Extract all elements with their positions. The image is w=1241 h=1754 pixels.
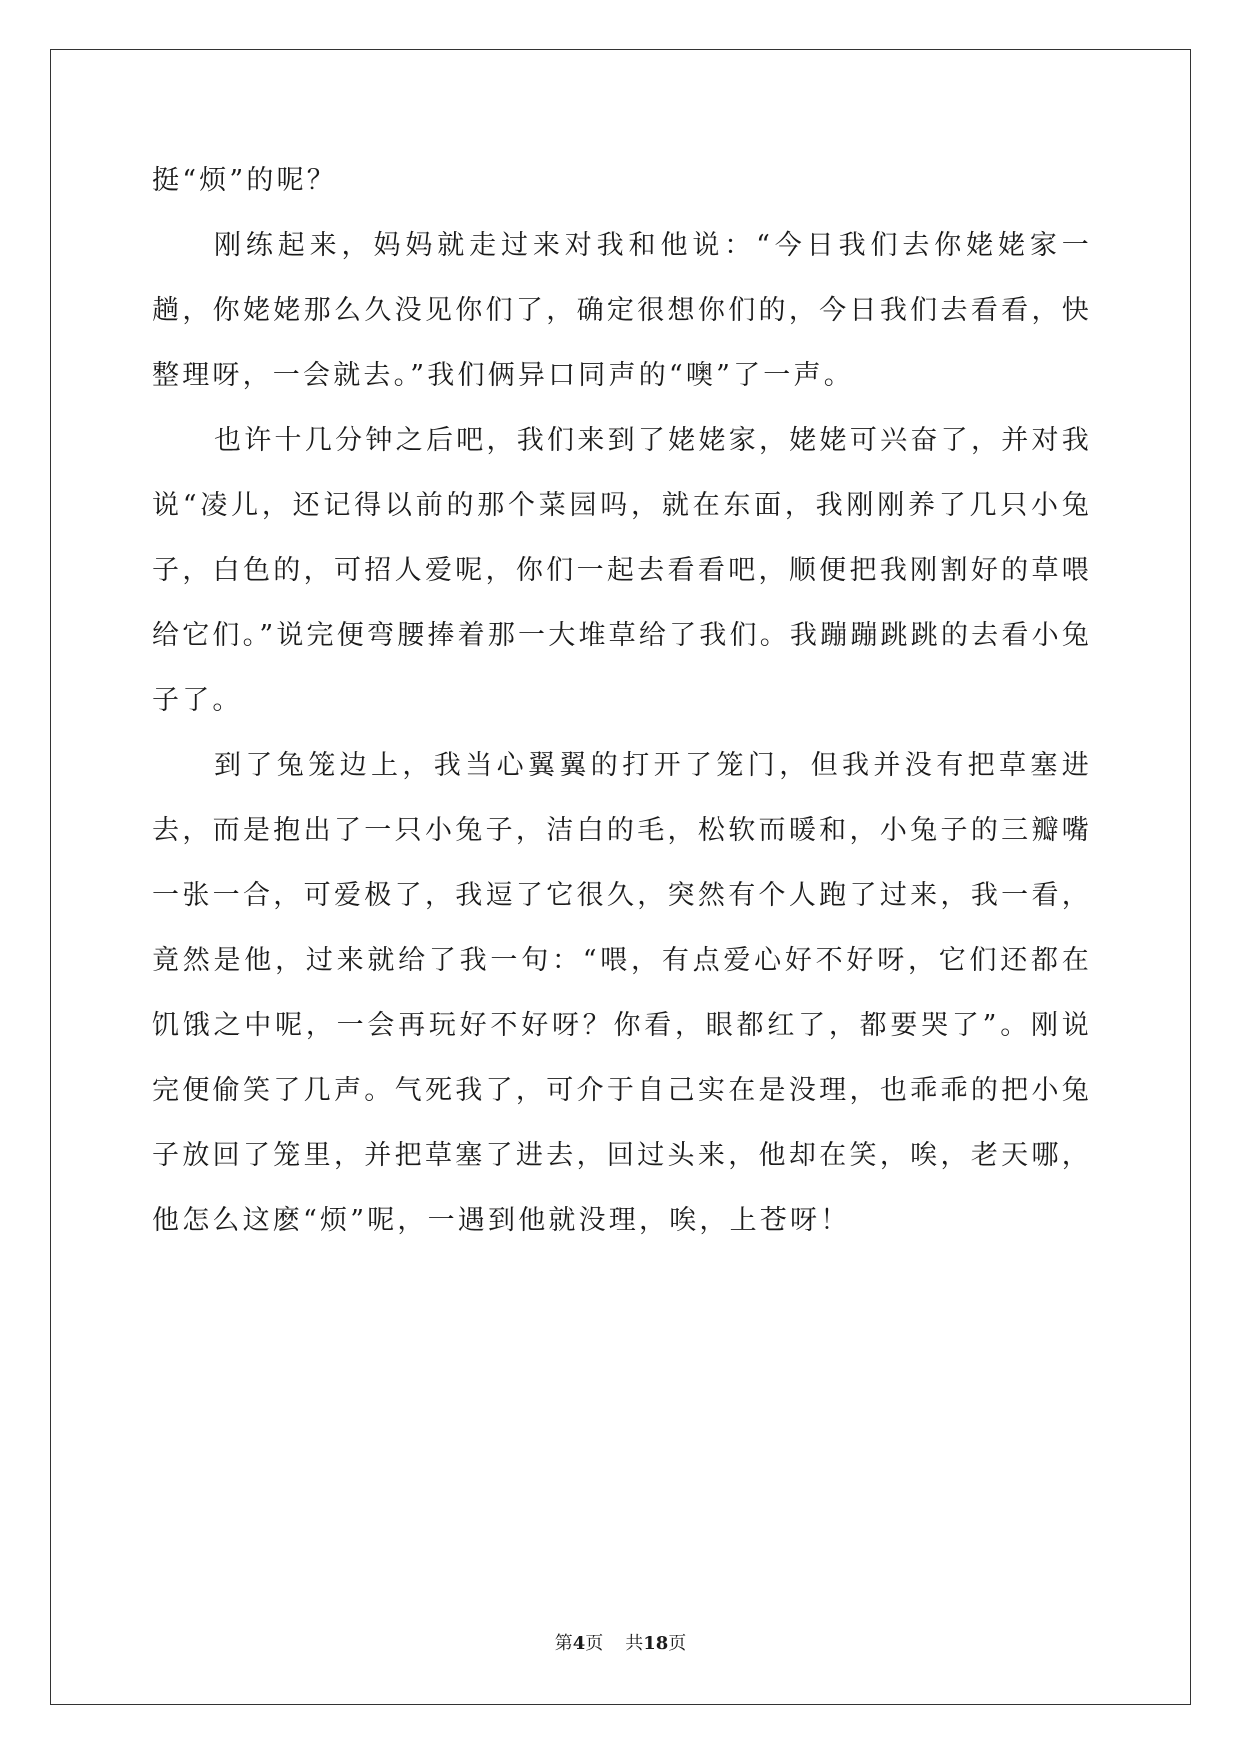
page-prefix: 第 <box>554 1633 573 1654</box>
paragraph-4: 到了兔笼边上，我当心翼翼的打开了笼门，但我并没有把草塞进去，而是抱出了一只小兔子，洁白的毛，松软而暖和，小兔子的三瓣嘴一张一合，可爱极了，我逗了它很久，突然有个人跑了过来，我一看，竟然是他，过来就给了我一句：“喂，有点爱心好不好呀，它们还都在饥饿之中呢，一会再玩好不好呀？你看，眼都红了，都要哭了”。刚说完便偷笑了几声。气死我了，可介于自己实在是没理，也乖乖的把小兔子放回了笼里，并把草塞了进去，回过头来，他却在笑，唉，老天哪，他怎么这麽“烦”呢，一遇到他就没理，唉，上苍呀！ <box>152 750 1092 1236</box>
total-prefix: 共 <box>625 1633 644 1654</box>
page-footer <box>0 1629 1241 1655</box>
total-pages: 18 <box>643 1633 669 1654</box>
paragraph-1: 挺“烦”的呢？ <box>152 165 338 196</box>
page-number: 4 <box>572 1633 586 1654</box>
paragraph-2: 刚练起来，妈妈就走过来对我和他说：“今日我们去你姥姥家一趟，你姥姥那么久没见你们了，确定很想你们的，今日我们去看看，快整理呀，一会就去。”我们俩异口同声的“噢”了一声。 <box>152 230 1092 391</box>
total-suffix: 页 <box>668 1633 687 1654</box>
paragraph-3: 也许十几分钟之后吧，我们来到了姥姥家，姥姥可兴奋了，并对我说“凌儿，还记得以前的那个菜园吗，就在东面，我刚刚养了几只小兔子，白色的，可招人爱呢，你们一起去看看吧，顺便把我刚割好的草喂给它们。”说完便弯腰捧着那一大堆草给了我们。我蹦蹦跳跳的去看小兔子了。 <box>152 425 1092 716</box>
document-body <box>152 148 1092 1253</box>
page-suffix: 页 <box>585 1633 604 1654</box>
